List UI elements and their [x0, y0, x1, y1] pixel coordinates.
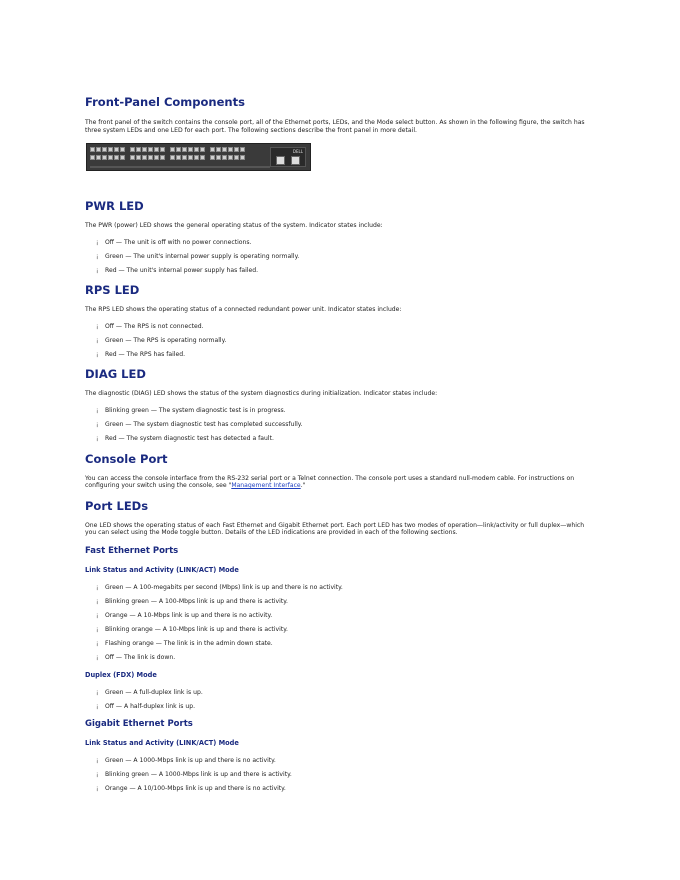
list-item [85, 267, 595, 275]
ethernet-port-icon [108, 147, 113, 152]
section-heading-pwr: PWR LED [85, 199, 144, 213]
list-item-text: Red — The unit's internal power supply has failed. [105, 266, 259, 274]
diag-paragraph: The diagnostic (DIAG) LED shows the status of the system diagnostics during initialization. Indicator states include: [85, 390, 438, 398]
ethernet-port-icon [170, 155, 175, 160]
ethernet-port-icon [160, 147, 165, 152]
list-item [85, 598, 595, 606]
port-group-gap [206, 147, 209, 152]
ethernet-port-icon [136, 147, 141, 152]
ethernet-port-icon [120, 147, 125, 152]
ethernet-port-icon [240, 155, 245, 160]
list-item-text: Blinking green — A 100-Mbps link is up and there is activity. [105, 597, 288, 605]
dell-logo: DELL [292, 149, 303, 154]
ethernet-port-icon [108, 155, 113, 160]
port-group-gap [126, 155, 129, 160]
list-item-text: Green — A 100-megabits per second (Mbps) link is up and there is no activity. [105, 583, 343, 591]
mode-heading-fast-duplex: Duplex (FDX) Mode [85, 670, 157, 679]
ethernet-port-icon [240, 147, 245, 152]
sfp-port [276, 156, 285, 165]
ethernet-port-icon [102, 147, 107, 152]
bullet-icon: ¡ [96, 435, 99, 443]
ethernet-port-icon [222, 147, 227, 152]
ethernet-port-icon [130, 147, 135, 152]
subsection-heading-gigabit-ethernet: Gigabit Ethernet Ports [85, 719, 193, 730]
port-row-bottom [90, 155, 249, 160]
list-item [85, 689, 595, 697]
list-item-text: Red — The system diagnostic test has detected a fault. [105, 435, 274, 443]
list-item [85, 785, 595, 793]
list-item [85, 239, 595, 247]
ethernet-port-icon [148, 155, 153, 160]
list-item-text: Off — The link is down. [105, 654, 176, 662]
list-item-text: Red — The RPS has failed. [105, 350, 186, 358]
list-item [85, 626, 595, 634]
console-text-end: ." [300, 482, 306, 490]
ethernet-port-icon [194, 155, 199, 160]
list-item [85, 407, 595, 415]
pwr-paragraph: The PWR (power) LED shows the general operating status of the system. Indicator states include: [85, 222, 383, 229]
bullet-icon: ¡ [96, 611, 99, 619]
bullet-icon: ¡ [96, 336, 99, 344]
bullet-icon: ¡ [96, 266, 99, 274]
port-group-gap [166, 147, 169, 152]
ethernet-port-icon [154, 155, 159, 160]
ethernet-port-icon [210, 155, 215, 160]
ethernet-port-icon [96, 155, 101, 160]
list-item [85, 337, 595, 345]
ethernet-port-icon [188, 147, 193, 152]
bullet-icon: ¡ [96, 238, 99, 246]
ethernet-port-icon [216, 155, 221, 160]
port-group-gap [206, 155, 209, 160]
bullet-icon: ¡ [96, 702, 99, 710]
port-group-gap [246, 147, 249, 152]
bullet-icon: ¡ [96, 583, 99, 591]
ethernet-port-icon [234, 155, 239, 160]
list-item-text: Flashing orange — The link is in the admin down state. [105, 639, 273, 647]
ethernet-port-icon [170, 147, 175, 152]
switch-front-panel-image [86, 143, 311, 171]
ethernet-port-icon [176, 155, 181, 160]
ethernet-port-icon [228, 155, 233, 160]
list-item-text: Green — A full-duplex link is up. [105, 688, 203, 696]
port-group-gap [166, 155, 169, 160]
ethernet-port-icon [200, 147, 205, 152]
pwr-list [85, 239, 595, 275]
console-paragraph [85, 475, 595, 490]
ethernet-port-icon [114, 147, 119, 152]
list-item-text: Blinking green — A 1000-Mbps link is up and there is activity. [105, 771, 292, 779]
ethernet-port-icon [90, 155, 95, 160]
list-item [85, 771, 595, 779]
list-item-text: Green — A 1000-Mbps link is up and there is no activity. [105, 757, 276, 765]
fast-link-act-list [85, 584, 595, 662]
document-body [85, 95, 595, 802]
list-item-text: Orange — A 10/100-Mbps link is up and there is no activity. [105, 785, 286, 793]
port-group-gap [126, 147, 129, 152]
fast-duplex-list [85, 689, 595, 711]
port-group-gap [246, 155, 249, 160]
bullet-icon: ¡ [96, 322, 99, 330]
list-item-text: Off — The RPS is not connected. [105, 322, 204, 330]
ethernet-port-icon [228, 147, 233, 152]
list-item-text: Orange — A 10-Mbps link is up and there is no activity. [105, 611, 273, 619]
subsection-heading-fast-ethernet: Fast Ethernet Ports [85, 545, 179, 556]
bullet-icon: ¡ [96, 757, 99, 765]
section-heading-rps: RPS LED [85, 283, 140, 298]
bullet-icon: ¡ [96, 597, 99, 605]
ethernet-port-icon [90, 147, 95, 152]
mode-heading-gigabit-link-act: Link Status and Activity (LINK/ACT) Mode [85, 739, 239, 748]
list-item [85, 351, 595, 359]
list-item-text: Off — A half-duplex link is up. [105, 702, 196, 710]
ethernet-port-icon [176, 147, 181, 152]
console-text: You can access the console interface from the RS-232 serial port or a Telnet connection. The console port uses a standard null-modem cable. For instructions on configuring your switch using the console, see " [85, 474, 575, 490]
bullet-icon: ¡ [96, 350, 99, 358]
bullet-icon: ¡ [96, 625, 99, 633]
list-item [85, 421, 595, 429]
ethernet-port-icon [102, 155, 107, 160]
ethernet-port-icon [216, 147, 221, 152]
bullet-icon: ¡ [96, 688, 99, 696]
bullet-icon: ¡ [96, 654, 99, 662]
mode-heading-fast-link-act: Link Status and Activity (LINK/ACT) Mode [85, 565, 239, 574]
led-strip [90, 166, 270, 168]
port-leds-paragraph: One LED shows the operating status of each Fast Ethernet and Gigabit Ethernet port. Each port LED has two modes of operation—link/activity or full duplex—which you can select using the Mode toggle button. Details of the LED indications are provided in each of the following sections. [85, 521, 585, 537]
gigabit-link-act-list [85, 757, 595, 793]
bullet-icon: ¡ [96, 639, 99, 647]
list-item-text: Green — The system diagnostic test has completed successfully. [105, 420, 303, 428]
list-item-text: Off — The unit is off with no power connections. [105, 238, 252, 246]
ethernet-port-icon [222, 155, 227, 160]
list-item-text: Green — The unit's internal power supply is operating normally. [105, 252, 300, 260]
list-item [85, 703, 595, 711]
ethernet-port-icon [182, 155, 187, 160]
ethernet-port-icon [194, 147, 199, 152]
section-heading-diag: DIAG LED [85, 367, 146, 382]
ethernet-port-icon [154, 147, 159, 152]
port-row-top [90, 147, 249, 152]
list-item [85, 253, 595, 261]
ethernet-port-icon [234, 147, 239, 152]
ethernet-port-icon [188, 155, 193, 160]
ethernet-port-icon [130, 155, 135, 160]
list-item [85, 612, 595, 620]
bullet-icon: ¡ [96, 785, 99, 793]
ethernet-port-icon [120, 155, 125, 160]
intro-paragraph: The front panel of the switch contains the console port, all of the Ethernet ports, LEDs, and the Mode select button. As shown in the following figure, the switch has three system LEDs and one LED for each port. The following sections describe the front panel in more detail. [85, 119, 585, 134]
page-title: Front-Panel Components [85, 95, 245, 109]
management-interface-link[interactable]: Management Interface [231, 482, 301, 490]
ethernet-port-icon [142, 147, 147, 152]
ethernet-port-icon [96, 147, 101, 152]
ethernet-port-icon [136, 155, 141, 160]
rps-list [85, 323, 595, 359]
list-item [85, 640, 595, 648]
rps-paragraph: The RPS LED shows the operating status of a connected redundant power unit. Indicator states include: [85, 306, 402, 314]
bullet-icon: ¡ [96, 420, 99, 428]
ethernet-port-icon [200, 155, 205, 160]
section-heading-port-leds: Port LEDs [85, 498, 149, 513]
bullet-icon: ¡ [96, 406, 99, 414]
list-item [85, 757, 595, 765]
list-item [85, 323, 595, 331]
ethernet-port-icon [142, 155, 147, 160]
ethernet-port-icon [160, 155, 165, 160]
list-item-text: Blinking green — The system diagnostic test is in progress. [105, 406, 286, 414]
list-item-text: Green — The RPS is operating normally. [105, 336, 227, 344]
ethernet-port-icon [114, 155, 119, 160]
list-item-text: Blinking orange — A 10-Mbps link is up and there is activity. [105, 625, 288, 633]
ethernet-port-icon [148, 147, 153, 152]
ethernet-port-icon [182, 147, 187, 152]
diag-list [85, 407, 595, 443]
section-heading-console: Console Port [85, 451, 168, 466]
sfp-port [291, 156, 300, 165]
list-item [85, 654, 595, 662]
uplink-panel [270, 147, 306, 167]
list-item [85, 435, 595, 443]
bullet-icon: ¡ [96, 252, 99, 260]
bullet-icon: ¡ [96, 771, 99, 779]
ethernet-port-icon [210, 147, 215, 152]
list-item [85, 584, 595, 592]
